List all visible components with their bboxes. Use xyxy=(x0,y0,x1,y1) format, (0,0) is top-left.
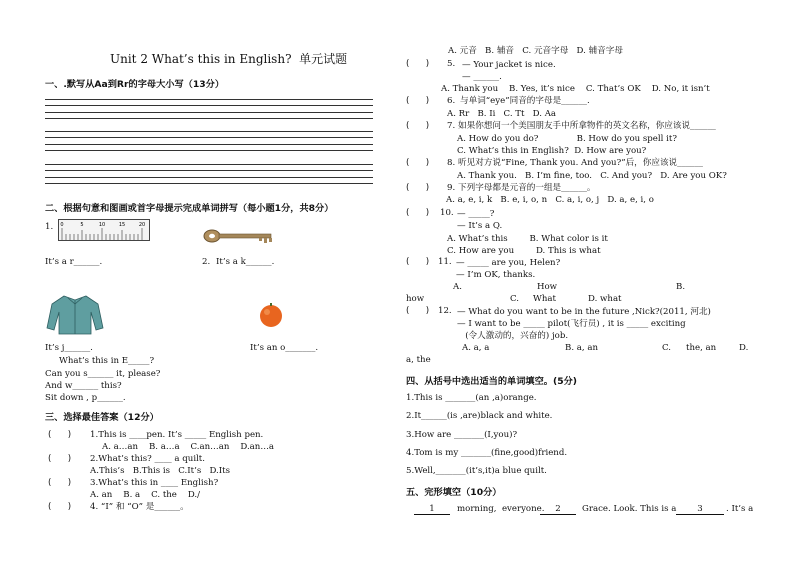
jacket-image xyxy=(46,294,104,336)
mc-question-2: 2.What’s this? ____ a quilt. xyxy=(90,454,205,464)
key-image xyxy=(202,227,282,245)
fill-item-3: 3.How are _______(I,you)? xyxy=(406,430,518,440)
ruler-image xyxy=(58,219,150,241)
mc-number-7: 7. xyxy=(447,121,456,131)
mc-question-4: 4. “I” 和 “O” 是______。 xyxy=(90,502,189,512)
mc-option-11-d: D. what xyxy=(588,294,622,304)
mc-options-3: A. an B. a C. the D./ xyxy=(90,490,201,500)
cloze-text-2: Grace. Look. This is a xyxy=(582,504,677,514)
fill-item-5: 5.Well,_______(it’s,it)a blue quilt. xyxy=(406,466,547,476)
item-8: Sit down , p______. xyxy=(45,393,126,403)
mc-question-6: 与单词“eye”同音的字母是______. xyxy=(460,96,590,106)
mc-number-12: 12. xyxy=(438,306,452,316)
cloze-blank-2[interactable]: 2 xyxy=(540,504,576,515)
ruler-tick-label: 20 xyxy=(138,222,146,228)
orange-image xyxy=(257,302,285,328)
mc-option-12-d-text: a, the xyxy=(406,355,431,365)
section-1-heading: 一、.默写从Aa到Rr的字母大小写（13分） xyxy=(45,79,225,90)
item-1: It’s a r______. xyxy=(45,257,103,267)
cloze-text-3: . It’s a xyxy=(726,504,754,514)
answer-paren[interactable]: ( ) xyxy=(406,257,430,267)
answer-paren[interactable]: ( ) xyxy=(406,158,430,168)
fill-item-2: 2.It______(is ,are)black and white. xyxy=(406,411,553,421)
mc-number-9: 9. xyxy=(447,183,456,193)
mc-question-1: 1.This is ____pen. It’s _____ English pen. xyxy=(90,430,264,440)
answer-paren[interactable]: ( ) xyxy=(48,430,72,440)
mc-option-11-a-text: How xyxy=(537,282,558,292)
mc-options-1: A. a…an B. a…a C.an…an D.an…a xyxy=(102,442,275,452)
item-6: Can you s______ it, please? xyxy=(45,369,161,379)
answer-paren[interactable]: ( ) xyxy=(48,454,72,464)
mc-question-5: — Your jacket is nice. — ______. xyxy=(462,60,556,82)
ruler-tick-label: 5 xyxy=(80,222,84,228)
section-5-heading: 五、完形填空（10分） xyxy=(406,487,502,498)
answer-paren[interactable]: ( ) xyxy=(406,306,430,316)
mc-option-11-a: A. xyxy=(453,282,462,292)
mc-number-8: 8. xyxy=(447,158,456,168)
mc-question-11: — _____ are you, Helen? — I’m OK, thanks. xyxy=(456,258,561,280)
mc-question-3: 3.What’s this in ____ English? xyxy=(90,478,219,488)
section-4-heading: 四、从括号中选出适当的单词填空。(5分) xyxy=(406,376,577,387)
mc-option-12-a: A. a, a xyxy=(462,343,490,353)
ruler-tick-label: 10 xyxy=(98,222,106,228)
mc-number-6: 6. xyxy=(447,96,456,106)
mc-option-12-c-text: the, an xyxy=(686,343,717,353)
item-5: What’s this in E_____? xyxy=(59,356,155,366)
item-4: It’s an o_______. xyxy=(250,343,319,353)
mc-option-11-b: B. xyxy=(676,282,686,292)
item-7: And w______ this? xyxy=(45,381,122,391)
mc-number-5: 5. xyxy=(447,59,456,69)
mc-question-9: 下列字母都是元音的一组是______。 xyxy=(458,183,596,193)
item-2: It’s a k______. xyxy=(216,257,275,267)
cloze-text-1: morning, everyone. xyxy=(457,504,545,514)
answer-paren[interactable]: ( ) xyxy=(406,121,430,131)
mc-option-12-c: C. xyxy=(662,343,672,353)
mc-options-5: A. Thank you B. Yes, it’s nice C. That’s OK D. No, it isn’t xyxy=(441,84,710,94)
mc-question-10: — _____? — It’s a Q. xyxy=(457,209,503,231)
fill-item-1: 1.This is _______(an ,a)orange. xyxy=(406,393,537,403)
cloze-blank-1[interactable]: 1 xyxy=(414,504,450,515)
mc-question-7: 如果你想问一个美国朋友手中所拿物件的英文名称，你应该说______ xyxy=(458,121,716,131)
mc-number-10: 10. xyxy=(440,208,454,218)
section-2-heading: 二、根据句意和图画或首字母提示完成单词拼写（每小题1分，共8分） xyxy=(45,203,334,214)
mc-option-11-c-text: What xyxy=(533,294,556,304)
cloze-blank-3[interactable]: 3 xyxy=(676,504,724,515)
mc-options-7: A. How do you do? B. How do you spell it? C. What’s this in English? D. How are you? xyxy=(457,134,677,156)
answer-paren[interactable]: ( ) xyxy=(406,59,430,69)
answer-paren[interactable]: ( ) xyxy=(406,208,430,218)
mc-option-11-b-text: how xyxy=(406,294,425,304)
item-2-number: 2. xyxy=(202,257,211,267)
mc-options-10: A. What’s this B. What color is it C. How are you D. This is what xyxy=(447,234,608,256)
answer-paren[interactable]: ( ) xyxy=(48,502,72,512)
item-3: It’s j______. xyxy=(45,343,93,353)
mc-option-12-b: B. a, an xyxy=(565,343,599,353)
ruler-tick-label: 15 xyxy=(118,222,126,228)
fill-item-4: 4.Tom is my _______(fine,good)friend. xyxy=(406,448,568,458)
mc-number-11: 11. xyxy=(438,257,452,267)
mc-option-12-d: D. xyxy=(739,343,749,353)
page-title: Unit 2 What’s this in English? 单元试题 xyxy=(110,52,348,66)
section-3-heading: 三、选择最佳答案（12分） xyxy=(45,412,159,423)
mc-options-8: A. Thank you. B. I’m fine, too. C. And you? D. Are you OK? xyxy=(457,171,727,181)
answer-paren[interactable]: ( ) xyxy=(406,96,430,106)
mc-options-2: A.This’s B.This is C.It’s D.Its xyxy=(90,466,231,476)
item-number: 1. xyxy=(45,222,54,232)
ruler-tick-label: 0 xyxy=(60,222,64,228)
mc-options-9: A. a, e, i, k B. e, i, o, n C. a, i, o, j D. a, e, i, o xyxy=(446,195,654,205)
answer-paren[interactable]: ( ) xyxy=(406,183,430,193)
mc-options-6: A. Rr B. Ii C. Tt D. Aa xyxy=(447,109,557,119)
mc-question-8: 听见对方说“Fine, Thank you. And you?”后，你应该说______ xyxy=(458,158,703,168)
mc-question-12: — What do you want to be in the future ,Nick?(2011, 河北) — I want to be _____ pilot(飞行员) , it is _____ exciting (令人激动的，兴奋的) job. xyxy=(457,307,711,341)
mc-option-11-c: C. xyxy=(510,294,520,304)
mc-options-4: A. 元音 B. 辅音 C. 元音字母 D. 辅音字母 xyxy=(448,46,623,56)
answer-paren[interactable]: ( ) xyxy=(48,478,72,488)
